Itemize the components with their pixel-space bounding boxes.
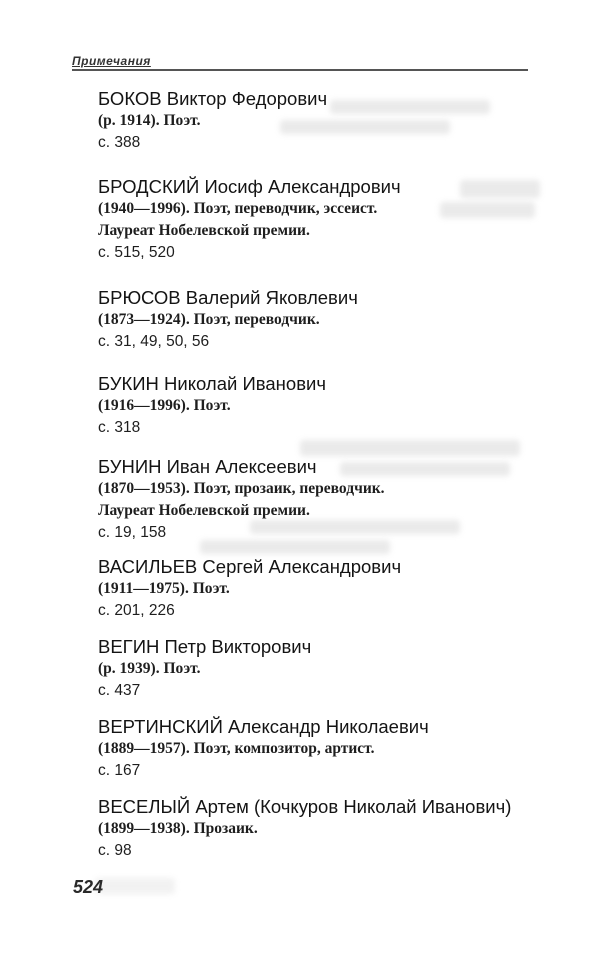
entry-description: (1916—1996). Поэт. bbox=[98, 397, 231, 414]
entry-pages: с. 515, 520 bbox=[98, 244, 175, 261]
entry-description: (1889—1957). Поэт, композитор, артист. bbox=[98, 740, 375, 757]
list-item bbox=[98, 716, 538, 782]
entry-description: Лауреат Нобелевской премии. bbox=[98, 222, 310, 239]
entry-name: ВЕСЕЛЫЙ Артем (Кочкуров Николай Иванович) bbox=[98, 796, 512, 817]
entry-name: БРОДСКИЙ Иосиф Александрович bbox=[98, 176, 401, 197]
entry-pages: с. 388 bbox=[98, 134, 141, 151]
list-item bbox=[98, 796, 538, 862]
entry-description: Лауреат Нобелевской премии. bbox=[98, 502, 310, 519]
list-item bbox=[98, 287, 538, 353]
entry-name: БУКИН Николай Иванович bbox=[98, 373, 326, 394]
entry-description: (1940—1996). Поэт, переводчик, эссеист. bbox=[98, 200, 378, 217]
entry-name: ВЕРТИНСКИЙ Александр Николаевич bbox=[98, 716, 429, 737]
list-item bbox=[98, 556, 538, 622]
entry-name: ВЕГИН Петр Викторович bbox=[98, 636, 312, 657]
entry-description: (1873—1924). Поэт, переводчик. bbox=[98, 311, 320, 328]
running-head-title: Примечания bbox=[72, 54, 151, 68]
entry-description: (р. 1914). Поэт. bbox=[98, 112, 201, 129]
entry-pages: с. 318 bbox=[98, 419, 141, 436]
list-item bbox=[98, 373, 538, 439]
entry-description: (1911—1975). Поэт. bbox=[98, 580, 230, 597]
entry-pages: с. 19, 158 bbox=[98, 524, 167, 541]
running-head bbox=[72, 54, 528, 74]
header-rule bbox=[72, 69, 528, 71]
entry-name: БРЮСОВ Валерий Яковлевич bbox=[98, 287, 358, 308]
entry-description: (р. 1939). Поэт. bbox=[98, 660, 201, 677]
list-item bbox=[98, 456, 538, 544]
entry-name: БУНИН Иван Алексеевич bbox=[98, 456, 317, 477]
list-item bbox=[98, 636, 538, 702]
list-item bbox=[98, 88, 538, 154]
entry-pages: с. 201, 226 bbox=[98, 602, 175, 619]
page-number: 524 bbox=[73, 877, 104, 897]
entry-name: ВАСИЛЬЕВ Сергей Александрович bbox=[98, 556, 402, 577]
entry-description: (1870—1953). Поэт, прозаик, переводчик. bbox=[98, 480, 385, 497]
entry-description: (1899—1938). Прозаик. bbox=[98, 820, 258, 837]
entry-name: БОКОВ Виктор Федорович bbox=[98, 88, 328, 109]
entry-pages: с. 437 bbox=[98, 682, 141, 699]
bleed-through bbox=[95, 878, 175, 894]
list-item bbox=[98, 176, 538, 264]
bleed-through bbox=[300, 440, 520, 456]
entry-pages: с. 31, 49, 50, 56 bbox=[98, 333, 210, 350]
entry-pages: с. 98 bbox=[98, 842, 132, 859]
entry-pages: с. 167 bbox=[98, 762, 141, 779]
